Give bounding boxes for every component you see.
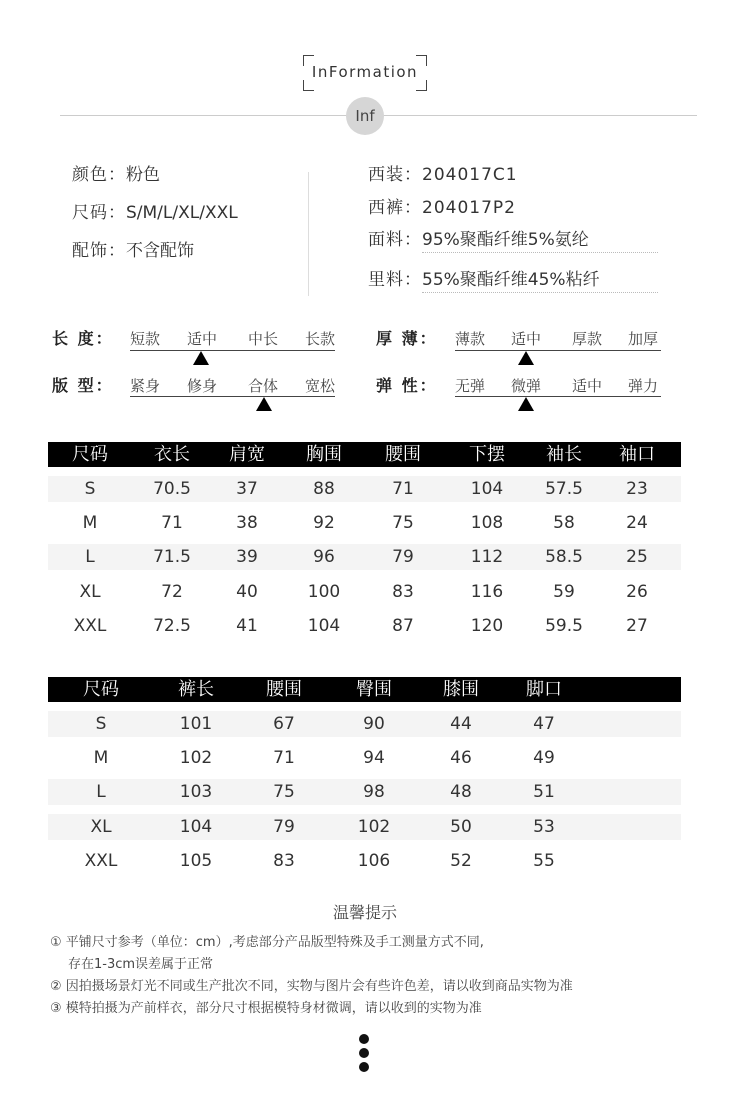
scale-line [455,350,661,351]
table-cell: XL [90,817,112,837]
info-value: 204017P2 [422,198,516,218]
table-row [48,848,681,874]
col-header: 脚口 [526,679,562,700]
table-cell: 88 [313,479,335,499]
info-label: 尺码： [72,203,126,223]
col-header: 腰围 [385,444,421,465]
table-cell: 87 [392,616,414,636]
info-label: 配饰： [72,241,126,261]
table-cell: 120 [470,616,504,636]
scale-option: 适中 [187,330,218,348]
table-cell: 46 [450,748,472,768]
col-header: 衣长 [154,444,190,465]
scale-option: 加厚 [628,330,659,348]
table-cell: 102 [357,817,391,837]
table-cell: 44 [450,714,472,734]
info-label: 面料： [368,230,422,250]
table-cell: 72 [161,582,183,602]
info-fabric [368,225,658,253]
table-cell: 83 [273,851,295,871]
info-label: 里料： [368,270,422,290]
table-cell: M [93,748,109,768]
table-cell: S [95,714,107,734]
table-cell: 59.5 [545,616,583,636]
table-cell: 79 [273,817,295,837]
table-cell: 58.5 [545,547,583,567]
scale-marker-icon [193,351,209,365]
tip-line: ② 因拍摄场景灯光不同或生产批次不同，实物与图片会有些许色差，请以收到商品实物为准 [50,979,573,994]
table-cell: 24 [626,513,648,533]
table-cell: 53 [533,817,555,837]
table-cell: 26 [626,582,648,602]
scale-option: 弹力 [628,377,659,395]
table-cell: 49 [533,748,555,768]
col-header: 膝围 [443,679,479,700]
table-cell: 48 [450,782,472,802]
table-cell: XXL [84,851,118,871]
table-cell: 70.5 [153,479,191,499]
scale-option: 长款 [305,330,336,348]
scale-marker-icon [518,397,534,411]
table-cell: 103 [179,782,213,802]
scale-elasticity-label: 弹 性： [376,376,438,395]
table-cell: 41 [236,616,258,636]
dot-icon [359,1034,369,1044]
col-header: 尺码 [83,679,119,700]
table-cell: 108 [470,513,504,533]
scale-line [130,350,335,351]
table-row [48,814,681,840]
table-cell: 71 [273,748,295,768]
table-cell: 39 [236,547,258,567]
info-label: 颜色： [72,165,126,185]
table-cell: 51 [533,782,555,802]
table-cell: 57.5 [545,479,583,499]
table-cell: 104 [179,817,213,837]
table-cell: 100 [307,582,341,602]
info-color [72,160,160,185]
scale-line [455,396,661,397]
scale-option: 适中 [511,330,542,348]
table-cell: 71 [392,479,414,499]
table-cell: 94 [363,748,385,768]
table-cell: 40 [236,582,258,602]
table-row [48,510,681,536]
table-cell: XL [79,582,101,602]
table-row [48,579,681,605]
table-cell: 90 [363,714,385,734]
table-cell: M [82,513,98,533]
table-cell: 75 [392,513,414,533]
info-size [72,198,238,223]
table-cell: 83 [392,582,414,602]
table-row [48,544,681,570]
col-header: 袖口 [619,444,655,465]
table-cell: 71 [161,513,183,533]
header-frame [303,55,427,91]
col-header: 裤长 [178,679,214,700]
table-cell: 105 [179,851,213,871]
table-cell: 27 [626,616,648,636]
info-value: 95%聚酯纤维5%氨纶 [422,225,658,253]
pants-table-header [48,677,681,702]
table-cell: 102 [179,748,213,768]
info-accessory [72,236,194,261]
dot-icon [359,1062,369,1072]
col-header: 腰围 [266,679,302,700]
table-cell: 25 [626,547,648,567]
scale-thickness-label: 厚 薄： [376,329,438,348]
table-cell: 98 [363,782,385,802]
table-cell: L [85,547,95,567]
info-label: 西装： [368,165,422,185]
table-cell: 116 [470,582,504,602]
table-row [48,745,681,771]
table-cell: 106 [357,851,391,871]
table-cell: 92 [313,513,335,533]
table-cell: 104 [470,479,504,499]
table-row [48,613,681,639]
scale-marker-icon [518,351,534,365]
table-cell: 71.5 [153,547,191,567]
table-cell: 23 [626,479,648,499]
info-value: 粉色 [126,165,160,185]
table-cell: 96 [313,547,335,567]
col-header: 下摆 [469,444,505,465]
scale-fit-label: 版 型： [52,376,114,395]
dot-icon [359,1048,369,1058]
table-cell: 72.5 [153,616,191,636]
table-cell: 58 [553,513,575,533]
tip-line: ③ 模特拍摄为产前样衣，部分尺寸根据模特身材微调，请以收到的实物为准 [50,1001,482,1016]
info-value: 55%聚酯纤维45%粘纤 [422,265,658,293]
info-value: S/M/L/XL/XXL [126,203,238,223]
tip-line: ① 平铺尺寸参考（单位：cm）,考虑部分产品版型特殊及手工测量方式不同, [50,935,484,950]
header-badge: Inf [346,97,384,135]
scale-option: 适中 [572,377,603,395]
info-divider [308,172,309,296]
jacket-table-header [48,442,681,467]
col-header: 尺码 [72,444,108,465]
table-cell: 47 [533,714,555,734]
table-cell: 59 [553,582,575,602]
info-suit-code [368,160,518,185]
scale-option: 中长 [248,330,279,348]
tip-line: 存在1-3cm误差属于正常 [68,957,214,972]
tips-title: 温馨提示 [332,903,397,922]
col-header: 胸围 [306,444,342,465]
table-cell: 112 [470,547,504,567]
col-header: 肩宽 [229,444,265,465]
scale-option: 厚款 [572,330,603,348]
table-cell: 101 [179,714,213,734]
scale-option: 短款 [130,330,161,348]
table-cell: 38 [236,513,258,533]
scale-option: 紧身 [130,377,161,395]
table-cell: 55 [533,851,555,871]
scale-option: 合体 [248,377,279,395]
scale-option: 薄款 [455,330,486,348]
col-header: 臀围 [356,679,392,700]
table-row [48,476,681,502]
scale-length-label: 长 度： [52,329,114,348]
table-cell: 67 [273,714,295,734]
table-cell: L [96,782,106,802]
table-cell: XXL [73,616,107,636]
info-pants-code [368,193,516,218]
table-cell: 75 [273,782,295,802]
table-cell: 50 [450,817,472,837]
scale-option: 无弹 [455,377,486,395]
info-lining [368,265,658,293]
info-label: 西裤： [368,198,422,218]
table-cell: 79 [392,547,414,567]
scale-option: 微弹 [511,377,542,395]
table-cell: 37 [236,479,258,499]
header-title: InFormation [311,63,419,81]
scale-marker-icon [256,397,272,411]
table-row [48,779,681,805]
scale-option: 宽松 [305,377,336,395]
table-cell: 52 [450,851,472,871]
col-header: 袖长 [546,444,582,465]
table-cell: 104 [307,616,341,636]
info-value: 204017C1 [422,165,518,185]
table-row [48,711,681,737]
scale-option: 修身 [187,377,218,395]
scale-line [130,396,335,397]
table-cell: S [84,479,96,499]
info-value: 不含配饰 [126,241,194,261]
